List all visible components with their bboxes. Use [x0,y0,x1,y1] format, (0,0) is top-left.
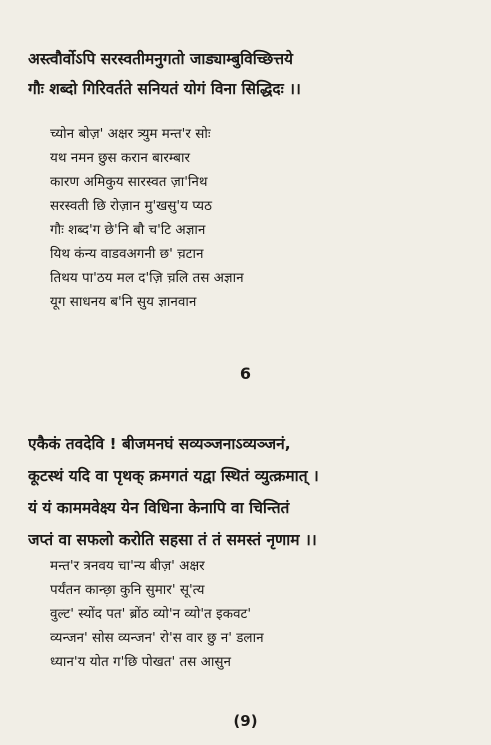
translation-line: ध्यान'य योत ग'छि पोखत' तस आसुन [50,654,232,670]
translation-line: पर्यंतन कान्छ़ा कुनि सुमार' सू'त्य [50,582,205,598]
translation-line: यथ नमन छुस करान बारम्बार [50,150,190,166]
translation-line: च्योन बोज़' अक्षर त्र्युम मन्त'र सोः [50,126,211,142]
translation-line: गौः शब्द'ग छे'नि बौ च'टि अज्ञान [50,222,206,238]
section-number: 6 [239,364,252,383]
verse-line: गौः शब्दो गिरिवर्तते सनियतं योगं विना सिद्धिदः ।। [28,80,301,98]
verse-line: कूटस्थं यदि वा पृथक् क्रमगतं यद्वा स्थितं व्युत्क्रमात् । [28,467,319,485]
translation-line: वुल्ट' स्योंद पत' ब्रोंठ व्यो'न व्यो'त इकवट' [50,606,252,622]
translation-line: कारण अमिकुय सारस्वत ज़ा'निथ [50,174,208,190]
verse-line: जप्तं वा सफलो करोति सहसा तं तं समस्तं नृणाम ।। [28,531,317,549]
sanskrit-verse-2 [28,428,478,556]
translation-line: यिथ कंन्य वाडवअगनी छ' च़टान [50,246,204,262]
translation-line: मन्त'र त्रनवय चा'न्य बीज़' अक्षर [50,558,205,574]
sanskrit-verse-1 [28,44,478,104]
page-number: (9) [233,712,258,730]
verse-line: यं यं काममवेक्ष्य येन विधिना केनापि वा चिन्तितं [28,499,290,517]
translation-line: तिथय पा'ठय मल द'ज़ि च़लि तस अज्ञान [50,270,244,286]
kashmiri-translation-1 [50,122,470,314]
translation-line: यूग साधनय ब'नि सुय ज्ञानवान [50,294,197,310]
verse-line: एकैकं तवदेवि ! बीजमनघं सव्यञ्जनाऽव्यञ्जनं, [28,435,291,453]
translation-line: सरस्वती छि रोज़ान मु'खसु'य प्यठ [50,198,212,214]
verse-line: अस्त्वौर्वोऽपि सरस्वतीमनुगतो जाड्याम्बुविच्छित्तये [28,50,294,68]
translation-line: व्यन्जन' सोस व्यन्जन' रो'स वार छु न' डलान [50,630,264,646]
kashmiri-translation-2 [50,554,470,674]
